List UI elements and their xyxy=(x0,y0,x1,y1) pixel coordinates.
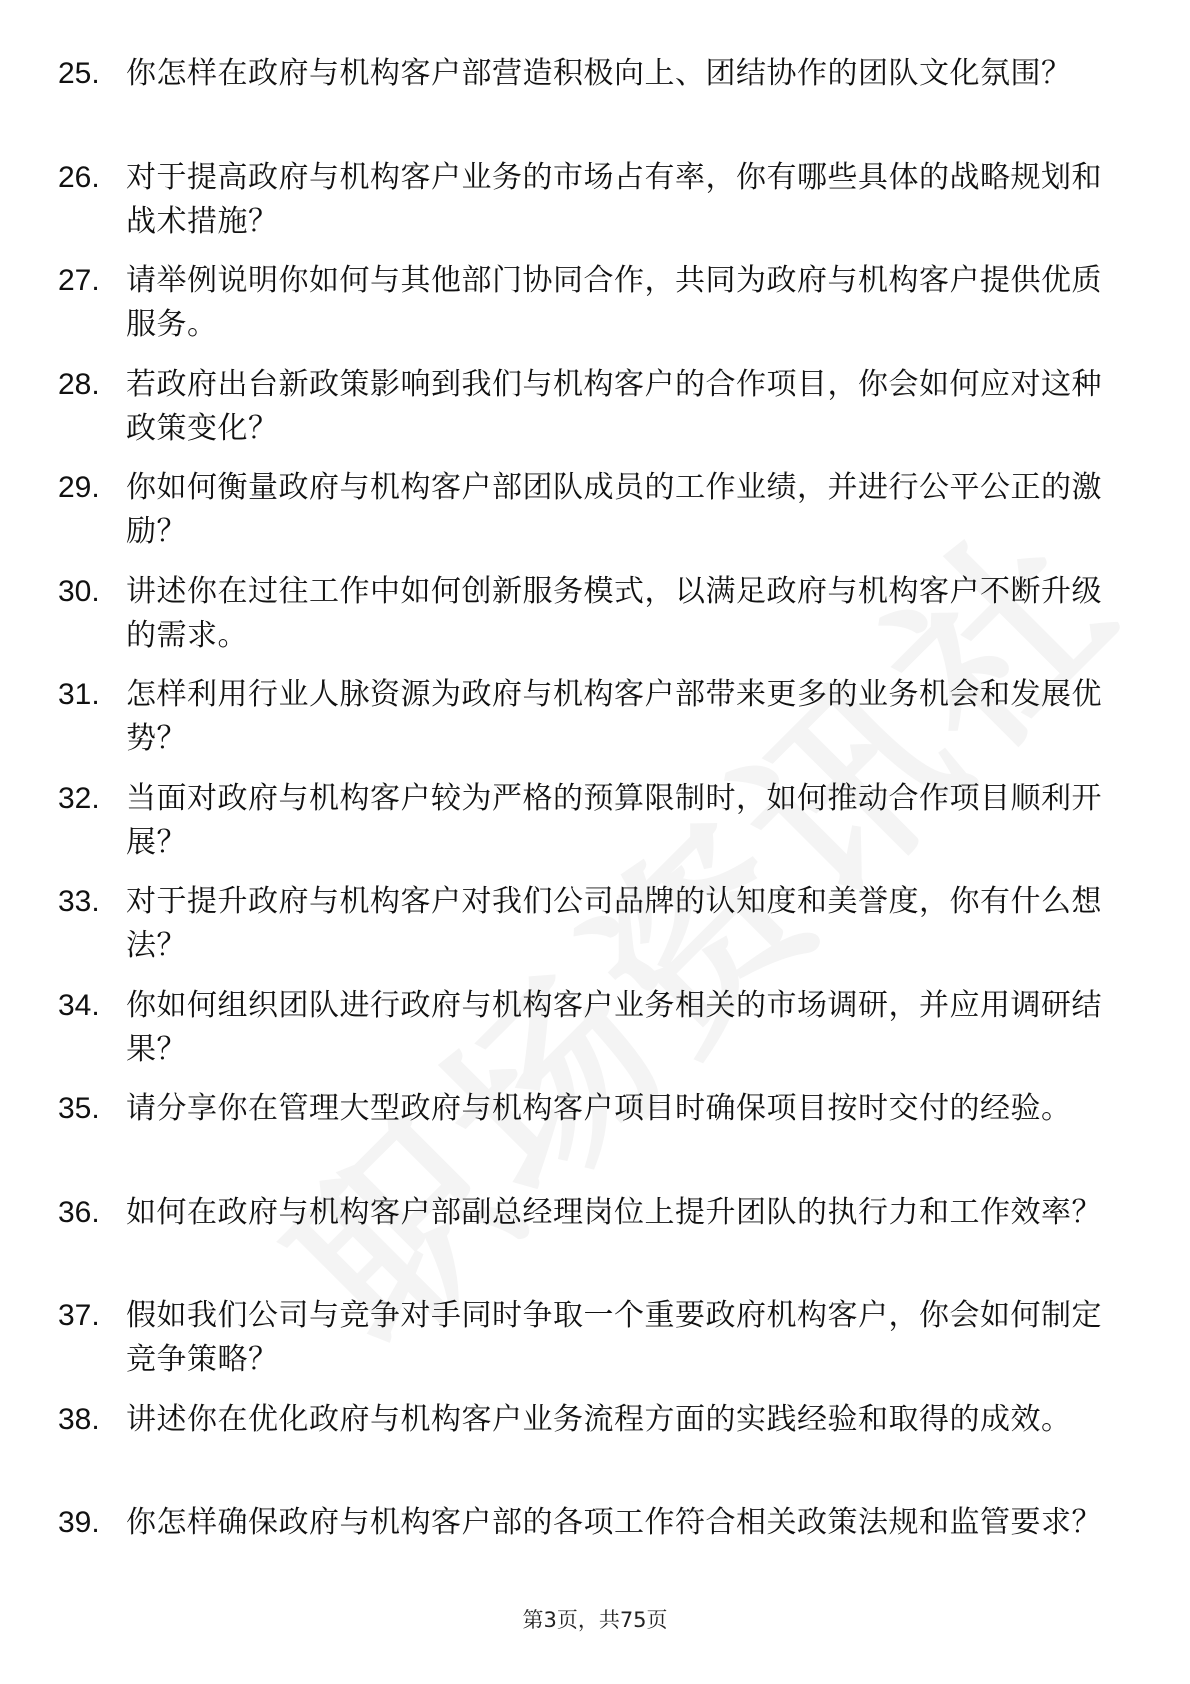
question-text: 你如何衡量政府与机构客户部团队成员的工作业绩，并进行公平公正的激励？ xyxy=(126,470,1102,549)
question-number: 28. xyxy=(58,367,100,401)
question-number: 38. xyxy=(58,1402,100,1436)
question-number: 36. xyxy=(58,1195,100,1229)
question-text: 若政府出台新政策影响到我们与机构客户的合作项目，你会如何应对这种政策变化？ xyxy=(126,366,1102,446)
question-text: 对于提升政府与机构客户对我们公司品牌的认知度和美誉度，你有什么想法？ xyxy=(126,884,1102,963)
question-text: 如何在政府与机构客户部副总经理岗位上提升团队的执行力和工作效率？ xyxy=(126,1194,1102,1230)
question-item xyxy=(0,259,1190,363)
question-number: 35. xyxy=(58,1092,100,1125)
question-text: 你如何组织团队进行政府与机构客户业务相关的市场调研，并应用调研结果？ xyxy=(126,987,1102,1067)
question-number: 34. xyxy=(58,988,100,1022)
question-item xyxy=(0,1191,1190,1295)
question-list xyxy=(0,52,1190,1605)
question-number: 37. xyxy=(58,1299,100,1332)
question-number: 32. xyxy=(58,781,100,815)
question-text: 请举例说明你如何与其他部门协同合作，共同为政府与机构客户提供优质服务。 xyxy=(126,263,1102,342)
question-item xyxy=(0,1501,1190,1605)
question-text: 当面对政府与机构客户较为严格的预算限制时，如何推动合作项目顺利开展？ xyxy=(126,780,1102,860)
question-item xyxy=(0,777,1190,881)
question-item xyxy=(0,984,1190,1088)
question-text: 你怎样在政府与机构客户部营造积极向上、团结协作的团队文化氛围？ xyxy=(126,56,1072,91)
question-item xyxy=(0,156,1190,260)
question-number: 26. xyxy=(58,160,100,194)
question-text: 讲述你在过往工作中如何创新服务模式，以满足政府与机构客户不断升级的需求。 xyxy=(126,573,1102,653)
question-number: 27. xyxy=(58,264,100,297)
question-item xyxy=(0,1294,1190,1398)
question-item xyxy=(0,363,1190,467)
question-item xyxy=(0,673,1190,777)
question-number: 31. xyxy=(58,678,100,711)
question-number: 25. xyxy=(58,57,100,90)
question-text: 你怎样确保政府与机构客户部的各项工作符合相关政策法规和监管要求？ xyxy=(126,1505,1102,1540)
question-number: 30. xyxy=(58,574,100,608)
question-item xyxy=(0,570,1190,674)
question-item xyxy=(0,1398,1190,1502)
question-item xyxy=(0,1087,1190,1191)
question-text: 假如我们公司与竞争对手同时争取一个重要政府机构客户，你会如何制定竞争策略？ xyxy=(126,1298,1102,1377)
question-item xyxy=(0,880,1190,984)
question-item xyxy=(0,466,1190,570)
question-item xyxy=(0,52,1190,156)
question-text: 怎样利用行业人脉资源为政府与机构客户部带来更多的业务机会和发展优势？ xyxy=(126,677,1102,756)
question-number: 29. xyxy=(58,471,100,504)
question-text: 对于提高政府与机构客户业务的市场占有率，你有哪些具体的战略规划和战术措施？ xyxy=(126,159,1102,239)
question-number: 33. xyxy=(58,885,100,918)
page-footer: 第3页，共75页 xyxy=(522,1608,668,1632)
question-text: 讲述你在优化政府与机构客户业务流程方面的实践经验和取得的成效。 xyxy=(126,1401,1072,1437)
question-text: 请分享你在管理大型政府与机构客户项目时确保项目按时交付的经验。 xyxy=(126,1091,1072,1126)
question-number: 39. xyxy=(58,1506,100,1539)
